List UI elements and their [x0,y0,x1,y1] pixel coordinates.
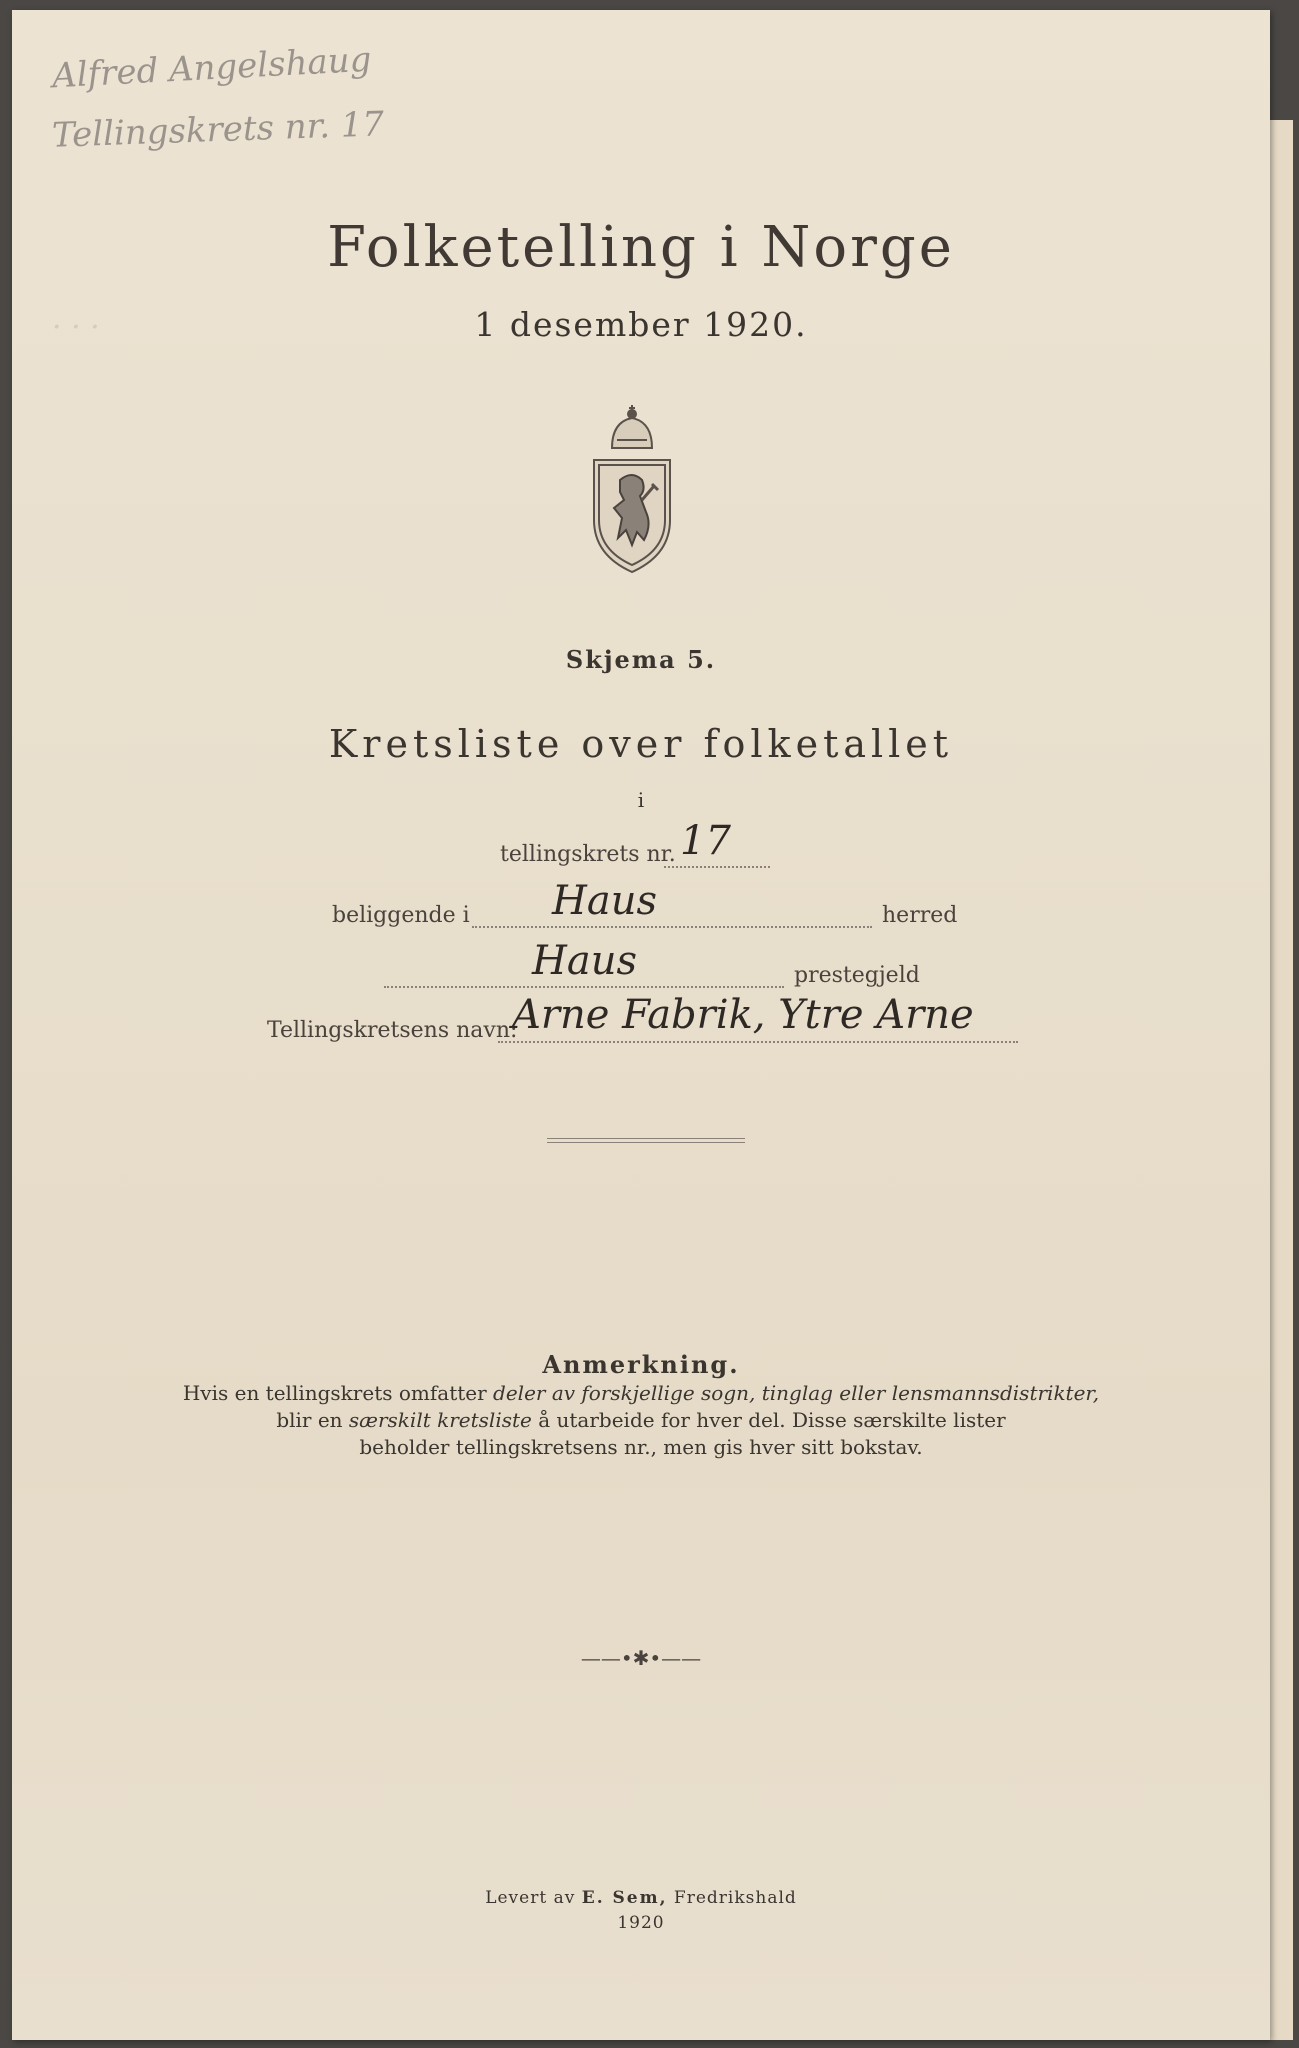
census-date: 1 desember 1920. [474,305,808,344]
printer-credit [12,1888,1270,1908]
prestegjeld-handwritten: Haus [532,938,638,984]
remark-line-1 [12,1380,1270,1407]
norwegian-coat-of-arms-icon [582,400,682,575]
krets-name-handwritten: Arne Fabrik, Ytre Arne [512,992,974,1038]
herred-handwritten: Haus [552,878,658,924]
divider-rule-top [547,1138,745,1139]
show-through-text: · · · [52,310,100,345]
printer-credit-prefix: Levert av [485,1888,582,1908]
krets-dotted-line [664,866,770,868]
schema-number: Skjema 5. [565,645,717,674]
navn-label: Tellingskretsens navn: [267,1018,518,1043]
navn-dotted-line [498,1041,1018,1043]
pencil-note-district: Tellingskrets nr. 17 [51,104,385,156]
remark-line-1-emphasis: deler av forskjellige sogn, tinglag eller lensmannsdistrikter, [493,1381,1100,1405]
beliggende-label: beliggende i [332,903,470,928]
prestegjeld-dotted-line [384,986,784,988]
remark-line-1-text: Hvis en tellingskrets omfatter [182,1381,494,1405]
remark-line-2-emphasis: særskilt kretsliste [348,1408,532,1432]
printer-place: Fredrikshald [667,1888,797,1908]
print-year: 1920 [617,1913,665,1933]
form-heading: Kretsliste over folketallet [328,722,954,766]
krets-number-handwritten: 17 [680,818,731,864]
census-form-page [12,10,1270,2040]
herred-label: herred [882,903,958,928]
ornament-divider: ——•✱•—— [580,1646,702,1670]
remark-line-2-text-a: blir en [276,1408,349,1432]
divider-rule-bottom [547,1142,745,1143]
remark-line-3: beholder tellingskretsens nr., men gis hver sitt bokstav. [359,1435,923,1459]
pencil-note-name: Alfred Angelshaug [51,39,373,97]
page-title: Folketelling i Norge [327,215,955,280]
remark-line-2-text-b: å utarbeide for hver del. Disse særskilte lister [531,1408,1006,1432]
printer-name: E. Sem, [581,1888,668,1908]
herred-dotted-line [472,926,872,928]
prestegjeld-label: prestegjeld [794,963,920,988]
remark-title: Anmerkning. [542,1350,740,1379]
krets-label: tellingskrets nr. [500,842,676,867]
remark-line-2 [12,1407,1270,1434]
connector-word: i [637,788,645,812]
